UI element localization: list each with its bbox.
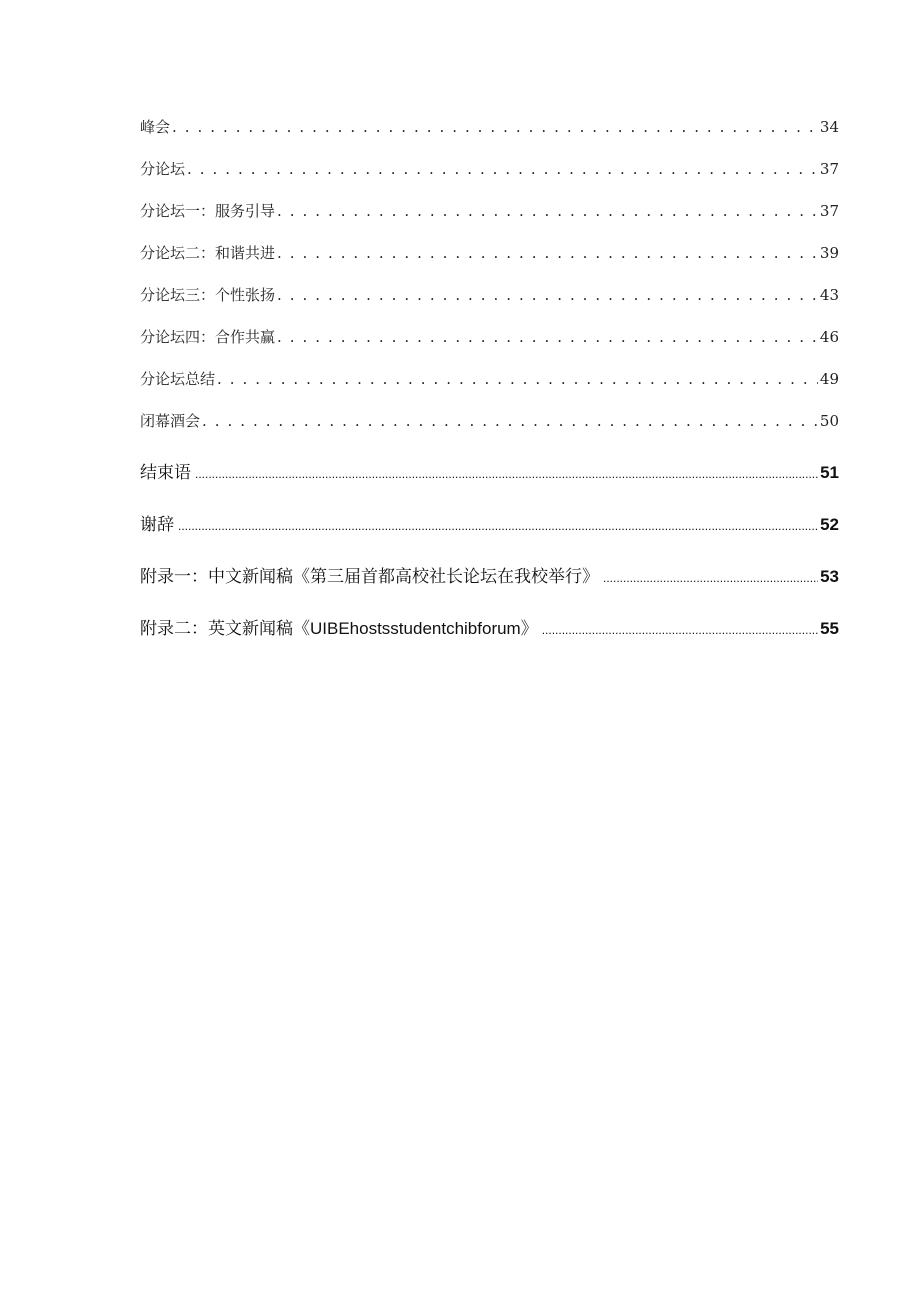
toc-entry-page: 51 — [820, 463, 839, 482]
toc-entry-title: 峰会 — [140, 118, 171, 136]
toc-entry-title: 分论坛三：个性张扬 — [140, 286, 276, 304]
toc-dot-leader — [277, 328, 818, 346]
toc-entry-sub-forum-3[interactable] — [140, 284, 839, 305]
toc-entry-title: 分论坛 — [140, 160, 186, 178]
toc-entry-sub-forum-1[interactable] — [140, 200, 839, 221]
toc-dot-leader — [277, 202, 818, 220]
toc-entry-page: 49 — [819, 370, 839, 388]
toc-dot-leader — [603, 567, 818, 587]
toc-dot-leader — [178, 515, 818, 535]
toc-dot-leader — [217, 370, 818, 388]
toc-entry-acknowledgements[interactable] — [140, 510, 839, 535]
toc-entry-page: 55 — [820, 619, 839, 638]
toc-dot-leader — [172, 118, 818, 136]
toc-entry-title: 闭幕酒会 — [140, 412, 201, 430]
toc-entry-sub-forums[interactable] — [140, 158, 839, 179]
toc-entry-page: 53 — [820, 567, 839, 586]
toc-entry-page: 46 — [819, 328, 839, 346]
toc-dot-leader — [277, 244, 818, 262]
toc-entry-closing-reception[interactable] — [140, 410, 839, 431]
toc-entry-title: 分论坛一：服务引导 — [140, 202, 276, 220]
toc-dot-leader — [187, 160, 818, 178]
toc-entry-sub-forum-2[interactable] — [140, 242, 839, 263]
toc-entry-page: 43 — [819, 286, 839, 304]
toc-entry-page: 34 — [819, 118, 839, 136]
toc-dot-leader — [542, 619, 818, 639]
toc-entry-title: 结束语 — [140, 463, 191, 482]
toc-entry-page: 37 — [819, 160, 839, 178]
toc-entry-title: 分论坛二：和谐共进 — [140, 244, 276, 262]
toc-entry-page: 50 — [819, 412, 839, 430]
toc-dot-leader — [202, 412, 818, 430]
toc-entry-page: 37 — [819, 202, 839, 220]
toc-entry-sub-forum-summary[interactable] — [140, 368, 839, 389]
toc-dot-leader — [277, 286, 818, 304]
toc-entry-title: 分论坛四：合作共赢 — [140, 328, 276, 346]
toc-entry-page: 39 — [819, 244, 839, 262]
toc-entry-conclusion[interactable] — [140, 458, 839, 483]
toc-entry-title: 附录一：中文新闻稿《第三届首都高校社长论坛在我校举行》 — [140, 567, 599, 586]
toc-entry-title: 附录二：英文新闻稿《UIBEhostsstudentchibforum》 — [140, 619, 538, 638]
toc-entry-title: 分论坛总结 — [140, 370, 216, 388]
toc-entry-appendix-1[interactable] — [140, 562, 839, 587]
toc-entry-appendix-2[interactable] — [140, 614, 839, 639]
toc-entry-title: 谢辞 — [140, 515, 174, 534]
toc-entry-page: 52 — [820, 515, 839, 534]
toc-entry-sub-forum-4[interactable] — [140, 326, 839, 347]
toc-dot-leader — [195, 463, 818, 483]
toc-entry-summit[interactable] — [140, 116, 839, 137]
